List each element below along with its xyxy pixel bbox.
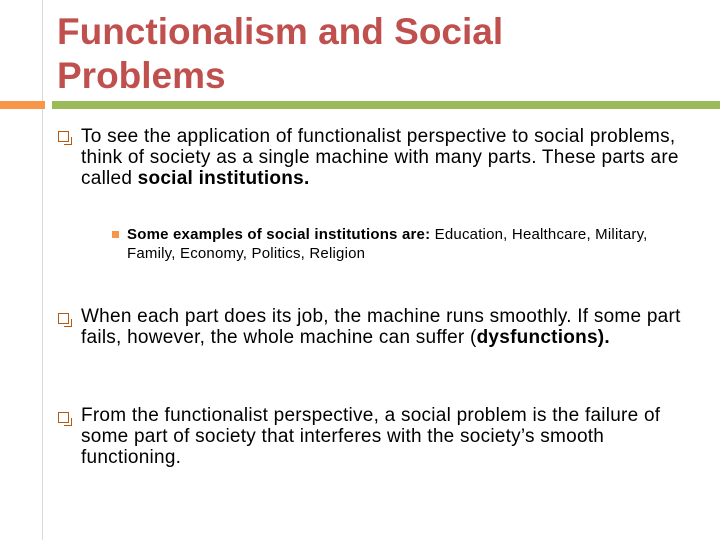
sub-bullet-text bbox=[127, 225, 687, 263]
vertical-guide-line bbox=[42, 0, 43, 540]
sub-bullet-icon bbox=[112, 231, 119, 238]
square-bullet-icon bbox=[58, 412, 69, 423]
bullet-2-bold: dysfunctions). bbox=[476, 327, 610, 348]
sub-bullet-body: Education, Healthcare, Military, Family, Economy, Politics, Religion bbox=[127, 226, 648, 262]
bullet-2-text bbox=[81, 306, 693, 348]
square-bullet-icon bbox=[58, 131, 69, 142]
bullet-1-bold: social institutions. bbox=[137, 168, 310, 189]
bullet-2-body: When each part does its job, the machine runs smoothly. If some part fails, however, the whole machine can suffer ( bbox=[81, 306, 681, 348]
slide-title bbox=[57, 10, 503, 98]
bullet-1-body: To see the application of functionalist perspective to social problems, think of society as a single machine with many parts. These parts are called bbox=[81, 126, 679, 189]
title-line-1: Functionalism and Social bbox=[57, 11, 504, 52]
bullet-1-text bbox=[81, 126, 693, 189]
title-line-2: Problems bbox=[57, 55, 226, 96]
square-bullet-icon bbox=[58, 313, 69, 324]
bullet-3-text: From the functionalist perspective, a social problem is the failure of some part of society that interferes with the society’s smooth functioning. bbox=[81, 405, 661, 468]
title-divider-green bbox=[52, 101, 720, 109]
sub-bullet-bold: Some examples of social institutions are: bbox=[127, 226, 435, 243]
title-divider-orange bbox=[0, 101, 45, 109]
